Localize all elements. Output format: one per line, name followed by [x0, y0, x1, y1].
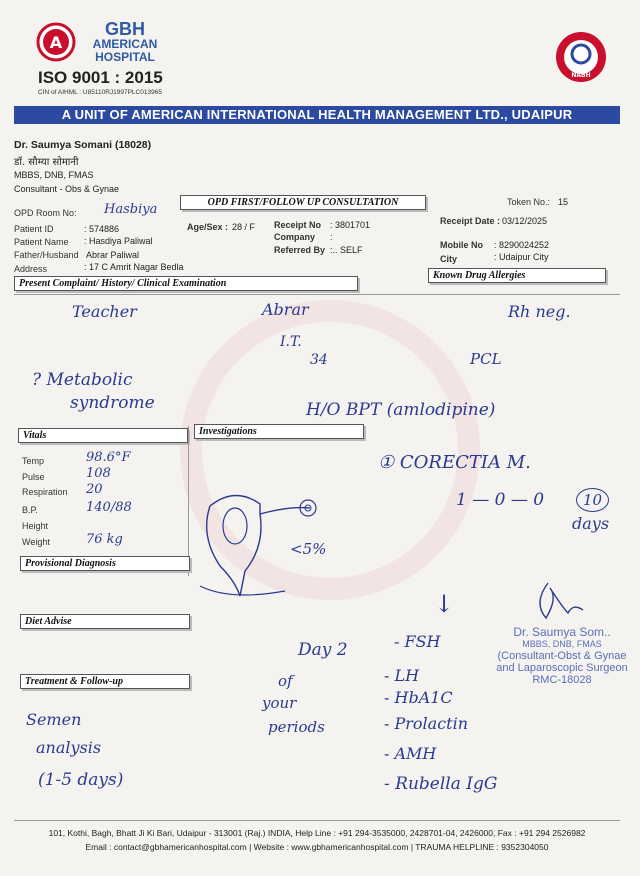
vitals-divider	[188, 426, 189, 576]
city-label: City	[440, 254, 458, 264]
agesex-value: 28 / F	[232, 222, 256, 232]
stamp-line-2: MBBS, DNB, FMAS	[522, 639, 602, 649]
company-value: :	[330, 232, 333, 242]
svg-text:NABH: NABH	[571, 72, 591, 79]
weight-label: Weight	[22, 537, 50, 547]
receipt-date: 03/12/2025	[502, 216, 548, 226]
note-34: 34	[310, 352, 328, 368]
note-pcl: PCL	[470, 350, 502, 368]
father-label: Father/Husband	[14, 250, 79, 260]
allergies-heading: Known Drug Allergies	[428, 268, 606, 283]
address-label: Address	[14, 264, 48, 274]
note-teacher: Teacher	[72, 302, 137, 321]
footer-contact: Email : contact@gbhamericanhospital.com | Website : www.gbhamericanhospital.com | TRAUMA HELPLINE : 9352304050	[85, 842, 549, 852]
complaint-rule	[14, 294, 620, 295]
doctor-stamp	[488, 626, 636, 686]
consult-title: OPD FIRST/FOLLOW UP CONSULTATION	[180, 195, 426, 210]
footer-address: 101, Kothi, Bagh, Bhatt Ji Ki Bari, Udaipur - 313001 (Raj.) INDIA, Help Line : +91 294-3535000, 2428701-04, 2426000, Fax : +91 294 2526982	[48, 828, 586, 838]
patient-name: : Hasdiya Paliwal	[84, 236, 153, 246]
token-value: 15	[558, 197, 569, 207]
height-label: Height	[22, 521, 49, 531]
note-it: I.T.	[280, 334, 302, 350]
note-days-range: (1-5 days)	[38, 770, 124, 790]
cin-label: CIN of AIHML : U85110RJ1997PLC013965	[38, 89, 162, 96]
footer-rule	[14, 820, 620, 821]
note-rubella: - Rubella IgG	[384, 774, 498, 794]
city-value: : Udaipur City	[494, 252, 549, 262]
receipt-date-label: Receipt Date :	[440, 216, 501, 226]
stamp-line-5: RMC-18028	[532, 674, 592, 686]
note-metabolic-1: ? Metabolic	[32, 370, 133, 390]
father-value: Abrar Paliwal	[86, 250, 140, 260]
referred-value: :.. SELF	[330, 245, 363, 255]
weight-value: 76 kg	[86, 532, 123, 547]
header-banner: A UNIT OF AMERICAN INTERNATIONAL HEALTH MANAGEMENT LTD., UDAIPUR	[14, 106, 620, 124]
note-of: of	[278, 672, 293, 690]
note-amh: - AMH	[384, 744, 437, 763]
receipt-no: : 3801701	[330, 220, 371, 230]
note-days-num: 10	[576, 488, 609, 512]
doctor-signature	[528, 578, 588, 628]
treatment-heading: Treatment & Follow-up	[20, 674, 190, 689]
note-day2: Day 2	[298, 640, 348, 660]
patient-id: : 574886	[84, 224, 120, 234]
doctor-name-hindi: डॉ. सौम्या सोमानी	[14, 157, 79, 168]
svg-text:A: A	[49, 33, 63, 52]
mobile-label: Mobile No	[440, 240, 483, 250]
opd-room-value: Hasbiya	[104, 202, 158, 217]
note-ho: H/O BPT (amlodipine)	[306, 400, 496, 420]
note-arrow: ↓	[434, 590, 455, 618]
note-dose: 1 — 0 — 0	[456, 490, 545, 510]
temp-value: 98.6°F	[86, 450, 131, 465]
pulse-value: 108	[86, 466, 111, 481]
iso-label: ISO 9001 : 2015	[38, 68, 163, 87]
resp-label: Respiration	[22, 487, 68, 497]
agesex-label: Age/Sex :	[187, 222, 229, 232]
investigations-heading: Investigations	[194, 424, 364, 439]
temp-label: Temp	[22, 456, 45, 466]
company-label: Company	[274, 232, 316, 242]
doctor-name: Dr. Saumya Somani (18028)	[14, 139, 152, 151]
receipt-no-label: Receipt No	[274, 220, 322, 230]
stamp-line-4: and Laparoscopic Surgeon	[496, 662, 628, 674]
doctor-role: Consultant - Obs & Gynae	[14, 184, 120, 194]
note-analysis: analysis	[36, 738, 102, 757]
note-corectia: ① CORECTIA M.	[378, 452, 531, 473]
referred-label: Referred By	[274, 245, 326, 255]
note-rh: Rh neg.	[508, 302, 571, 321]
note-fsh: - FSH	[394, 632, 441, 651]
vitals-heading: Vitals	[18, 428, 188, 443]
resp-value: 20	[86, 482, 103, 497]
diet-heading: Diet Advise	[20, 614, 190, 629]
brand-name: GBH AMERICAN HOSPITAL	[92, 19, 158, 64]
doctor-degrees: MBBS, DNB, FMAS	[14, 170, 94, 180]
note-periods: periods	[268, 718, 325, 736]
token-label: Token No.:	[507, 197, 551, 207]
note-days: days	[572, 514, 610, 533]
patient-name-label: Patient Name	[14, 237, 69, 247]
patient-id-label: Patient ID	[14, 224, 54, 234]
note-your: your	[262, 694, 297, 712]
complaint-heading: Present Complaint/ History/ Clinical Examination	[14, 276, 358, 291]
note-metabolic-2: syndrome	[70, 393, 155, 413]
bp-label: B.P.	[22, 505, 38, 515]
mobile-value: : 8290024252	[494, 240, 550, 250]
pulse-label: Pulse	[22, 472, 45, 482]
note-semen: Semen	[26, 710, 82, 729]
opd-room-label: OPD Room No:	[14, 208, 77, 218]
note-prolactin: - Prolactin	[384, 714, 469, 733]
provisional-heading: Provisional Diagnosis	[20, 556, 190, 571]
stamp-line-3: (Consultant-Obst & Gynae	[497, 650, 627, 662]
note-hba1c: - HbA1C	[384, 688, 453, 707]
note-lh: - LH	[384, 666, 420, 685]
address-value: : 17 C Amrit Nagar Bedla	[84, 262, 184, 272]
bp-value: 140/88	[86, 500, 132, 515]
hospital-logo	[36, 22, 76, 62]
stamp-line-1: Dr. Saumya Som..	[513, 625, 611, 639]
nabh-badge	[554, 30, 608, 84]
note-percent: <5%	[290, 540, 327, 558]
note-abrar: Abrar	[262, 300, 309, 319]
